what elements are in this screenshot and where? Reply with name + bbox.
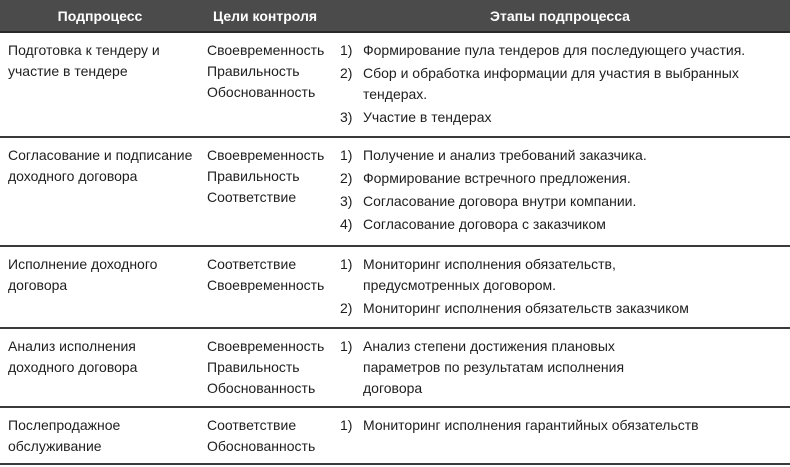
header-subprocess: Подпроцесс [57,7,143,24]
control-goal: Обоснованность [207,84,316,100]
stage-number: 2) [340,170,353,186]
control-goal: Своевременность [207,338,325,354]
stage-item [340,254,790,296]
control-goals-cell [200,336,333,406]
control-goals-cell [200,145,333,245]
stage-text: Анализ степени достижения плановых параметров по результатам исполнения договора [363,338,625,396]
control-goal: Своевременность [207,42,325,58]
subprocess-name: Послепродажное обслуживание [8,417,121,454]
stage-text: Мониторинг исполнения гарантийных обязательств [363,417,699,433]
stage-number: 2) [340,65,353,81]
subprocess-name: Исполнение доходного договора [8,256,158,293]
subprocess-cell [0,40,200,136]
stage-item [340,214,790,235]
stage-number: 3) [340,109,353,125]
control-goal: Своевременность [207,147,325,163]
stage-item [340,336,790,399]
subprocess-cell [0,145,200,245]
stage-text: Формирование встречного предложения. [363,170,631,186]
stage-number: 3) [340,193,353,209]
control-goal: Соответствие [207,417,297,433]
stage-number: 1) [340,42,353,58]
subprocess-name: Анализ исполнения доходного договора [8,338,138,375]
subprocess-name: Согласование и подписание доходного договора [8,147,193,184]
stage-item [340,168,790,189]
stage-item [340,415,790,436]
control-goal: Соответствие [207,189,297,205]
control-goal: Своевременность [207,277,325,293]
stage-text: Формирование пула тендеров для последующего участия. [363,42,746,58]
table-header [0,0,790,33]
table-row [0,329,790,408]
stage-number: 4) [340,216,353,232]
table-row [0,408,790,465]
stage-text: Получение и анализ требований заказчика. [363,147,647,163]
stage-number: 1) [340,338,353,354]
table-row [0,138,790,247]
stages-cell [333,145,790,245]
stages-cell [333,415,790,463]
control-goal: Обоснованность [207,438,316,454]
stage-item [340,107,790,128]
control-goal: Правильность [207,168,300,184]
control-goals-cell [200,40,333,136]
stage-text: Согласование договора внутри компании. [363,193,637,209]
stage-number: 2) [340,300,353,316]
control-goals-cell [200,415,333,463]
stage-item [340,63,790,105]
stages-cell [333,254,790,327]
stage-text: Участие в тендерах [363,109,492,125]
subprocess-cell [0,254,200,327]
table-row [0,247,790,329]
stage-text: Мониторинг исполнения обязательств заказчиком [363,300,689,316]
control-goal: Правильность [207,359,300,375]
control-goal: Обоснованность [207,380,316,396]
stage-number: 1) [340,256,353,272]
stages-cell [333,40,790,136]
stage-item [340,145,790,166]
header-subprocess-stages: Этапы подпроцесса [490,7,630,24]
control-goal: Правильность [207,63,300,79]
subprocess-cell [0,415,200,463]
subprocess-cell [0,336,200,406]
subprocess-name: Подготовка к тендеру и участие в тендере [8,42,160,79]
table-row [0,33,790,138]
stage-item [340,191,790,212]
header-control-goals: Цели контроля [212,7,318,24]
stage-item [340,298,790,319]
stage-item [340,40,790,61]
stage-number: 1) [340,147,353,163]
stage-text: Мониторинг исполнения обязательств, предусмотренных договором. [363,256,616,293]
control-goal: Соответствие [207,256,297,272]
control-goals-cell [200,254,333,327]
stage-text: Сбор и обработка информации для участия в выбранных тендерах. [363,65,739,102]
stage-number: 1) [340,417,353,433]
stages-cell [333,336,790,406]
stage-text: Согласование договора с заказчиком [363,216,606,232]
